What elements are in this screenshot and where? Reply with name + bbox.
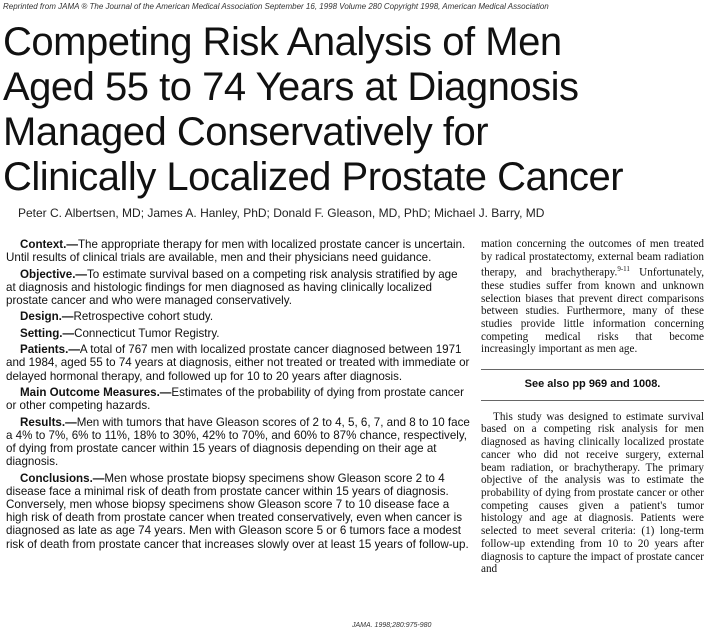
section-text: The appropriate therapy for men with localized prostate cancer is uncertain. Until results of clinical trials are available, men and their physicians need guidance. — [6, 238, 466, 265]
section-text: Connecticut Tumor Registry. — [74, 326, 220, 340]
title-line: Managed Conservatively for — [3, 110, 489, 154]
section-label: Context.— — [20, 238, 78, 251]
body-paragraph — [481, 238, 704, 356]
abstract-design — [6, 310, 470, 323]
abstract-results — [6, 416, 470, 469]
section-text: To estimate survival based on a competing risk analysis stratified by age at diagnosis and histologic findings for men diagnosed as having clinically localized prostate cancer and who were managed conservatively. — [6, 267, 458, 307]
section-label: Results.— — [20, 415, 77, 429]
abstract-setting — [6, 327, 470, 340]
section-text: A total of 767 men with localized prostate cancer diagnosed between 1971 and 1984, aged 55 to 74 years at diagnosis, either not treated or treated with immediate or delayed hormonal therapy, and followed up for 10 to 20 years after diagnosis. — [6, 343, 470, 383]
author-list: Peter C. Albertsen, MD; James A. Hanley, PhD; Donald F. Gleason, MD, PhD; Michael J. Barry, MD — [18, 206, 545, 220]
section-label: Patients.— — [20, 343, 80, 357]
body-paragraph: This study was designed to estimate survival based on a competing risk analysis for men diagnosed as having clinically localized prostate cancer who did not receive surgery, external beam radiation, or brachytherapy. The primary objective of the analysis was to estimate the probability of dying from prostate cancer or other competing causes given a patient's tumor histology and age at diagnosis. Patients were selected to meet several criteria: (1) long-term follow-up extending from 10 to 20 years after diagnosis to capture the impact of prostate cancer and — [481, 410, 704, 576]
reference-superscript: 9-11 — [617, 265, 630, 274]
body-text: Unfortunately, these studies suffer from known and unknown selection biases that prevent direct comparisons between studies. Furthermore, many of these studies provide little information concerning competing medical risks that become increasingly important as men age. — [481, 267, 704, 356]
body-text: mation concerning the outcomes of men treated by radical prostatectomy, external beam radiation therapy, and brachytherapy. — [481, 238, 704, 280]
abstract-objective — [6, 268, 470, 308]
abstract-patients — [6, 343, 470, 383]
body-column — [481, 238, 704, 637]
abstract-context — [6, 238, 470, 264]
see-also-box: See also pp 969 and 1008. — [481, 369, 704, 401]
section-label: Design.— — [20, 310, 74, 324]
section-label: Conclusions.— — [20, 471, 105, 485]
abstract — [6, 238, 470, 554]
abstract-conclusions — [6, 472, 470, 551]
section-text: Retrospective cohort study. — [73, 310, 214, 324]
section-label: Objective.— — [20, 267, 88, 281]
abstract-outcome-measures — [6, 386, 470, 412]
journal-citation: JAMA. 1998;280:975-980 — [352, 622, 432, 629]
section-text: Estimates of the probability of dying from prostate cancer or other competing hazards. — [6, 385, 464, 413]
title-line: Competing Risk Analysis of Men — [3, 20, 562, 64]
article-title — [3, 20, 703, 200]
reprint-header: Reprinted from JAMA ® The Journal of the American Medical Association September 16, 1998 Volume 280 Copyright 1998, American Medical Association — [3, 2, 549, 11]
section-text: Men with tumors that have Gleason scores of 2 to 4, 5, 6, 7, and 8 to 10 face a 4% to 7%, 6% to 11%, 18% to 30%, 42% to 70%, and 60% to 87% chance, respectively, of dying from prostate cancer within 15 years of diagnosis depending on their age at diagnosis. — [6, 415, 470, 469]
section-label: Setting.— — [20, 326, 75, 340]
section-label: Main Outcome Measures.— — [20, 385, 172, 399]
section-text: Men whose prostate biopsy specimens show Gleason score 2 to 4 disease face a minimal risk of death from prostate cancer within 15 years of diagnosis. Conversely, men whose biopsy specimens show Gleason score 7 to 10 disease face a high risk of death from prostate cancer when treated conservatively, even when cancer is diagnosed as late as age 74 years. Men with Gleason score 5 or 6 tumors face a modest risk of death from prostate cancer that increases slowly over at least 15 years of follow-up. — [6, 471, 469, 551]
title-line: Aged 55 to 74 Years at Diagnosis — [3, 65, 579, 109]
title-line: Clinically Localized Prostate Cancer — [3, 155, 624, 199]
